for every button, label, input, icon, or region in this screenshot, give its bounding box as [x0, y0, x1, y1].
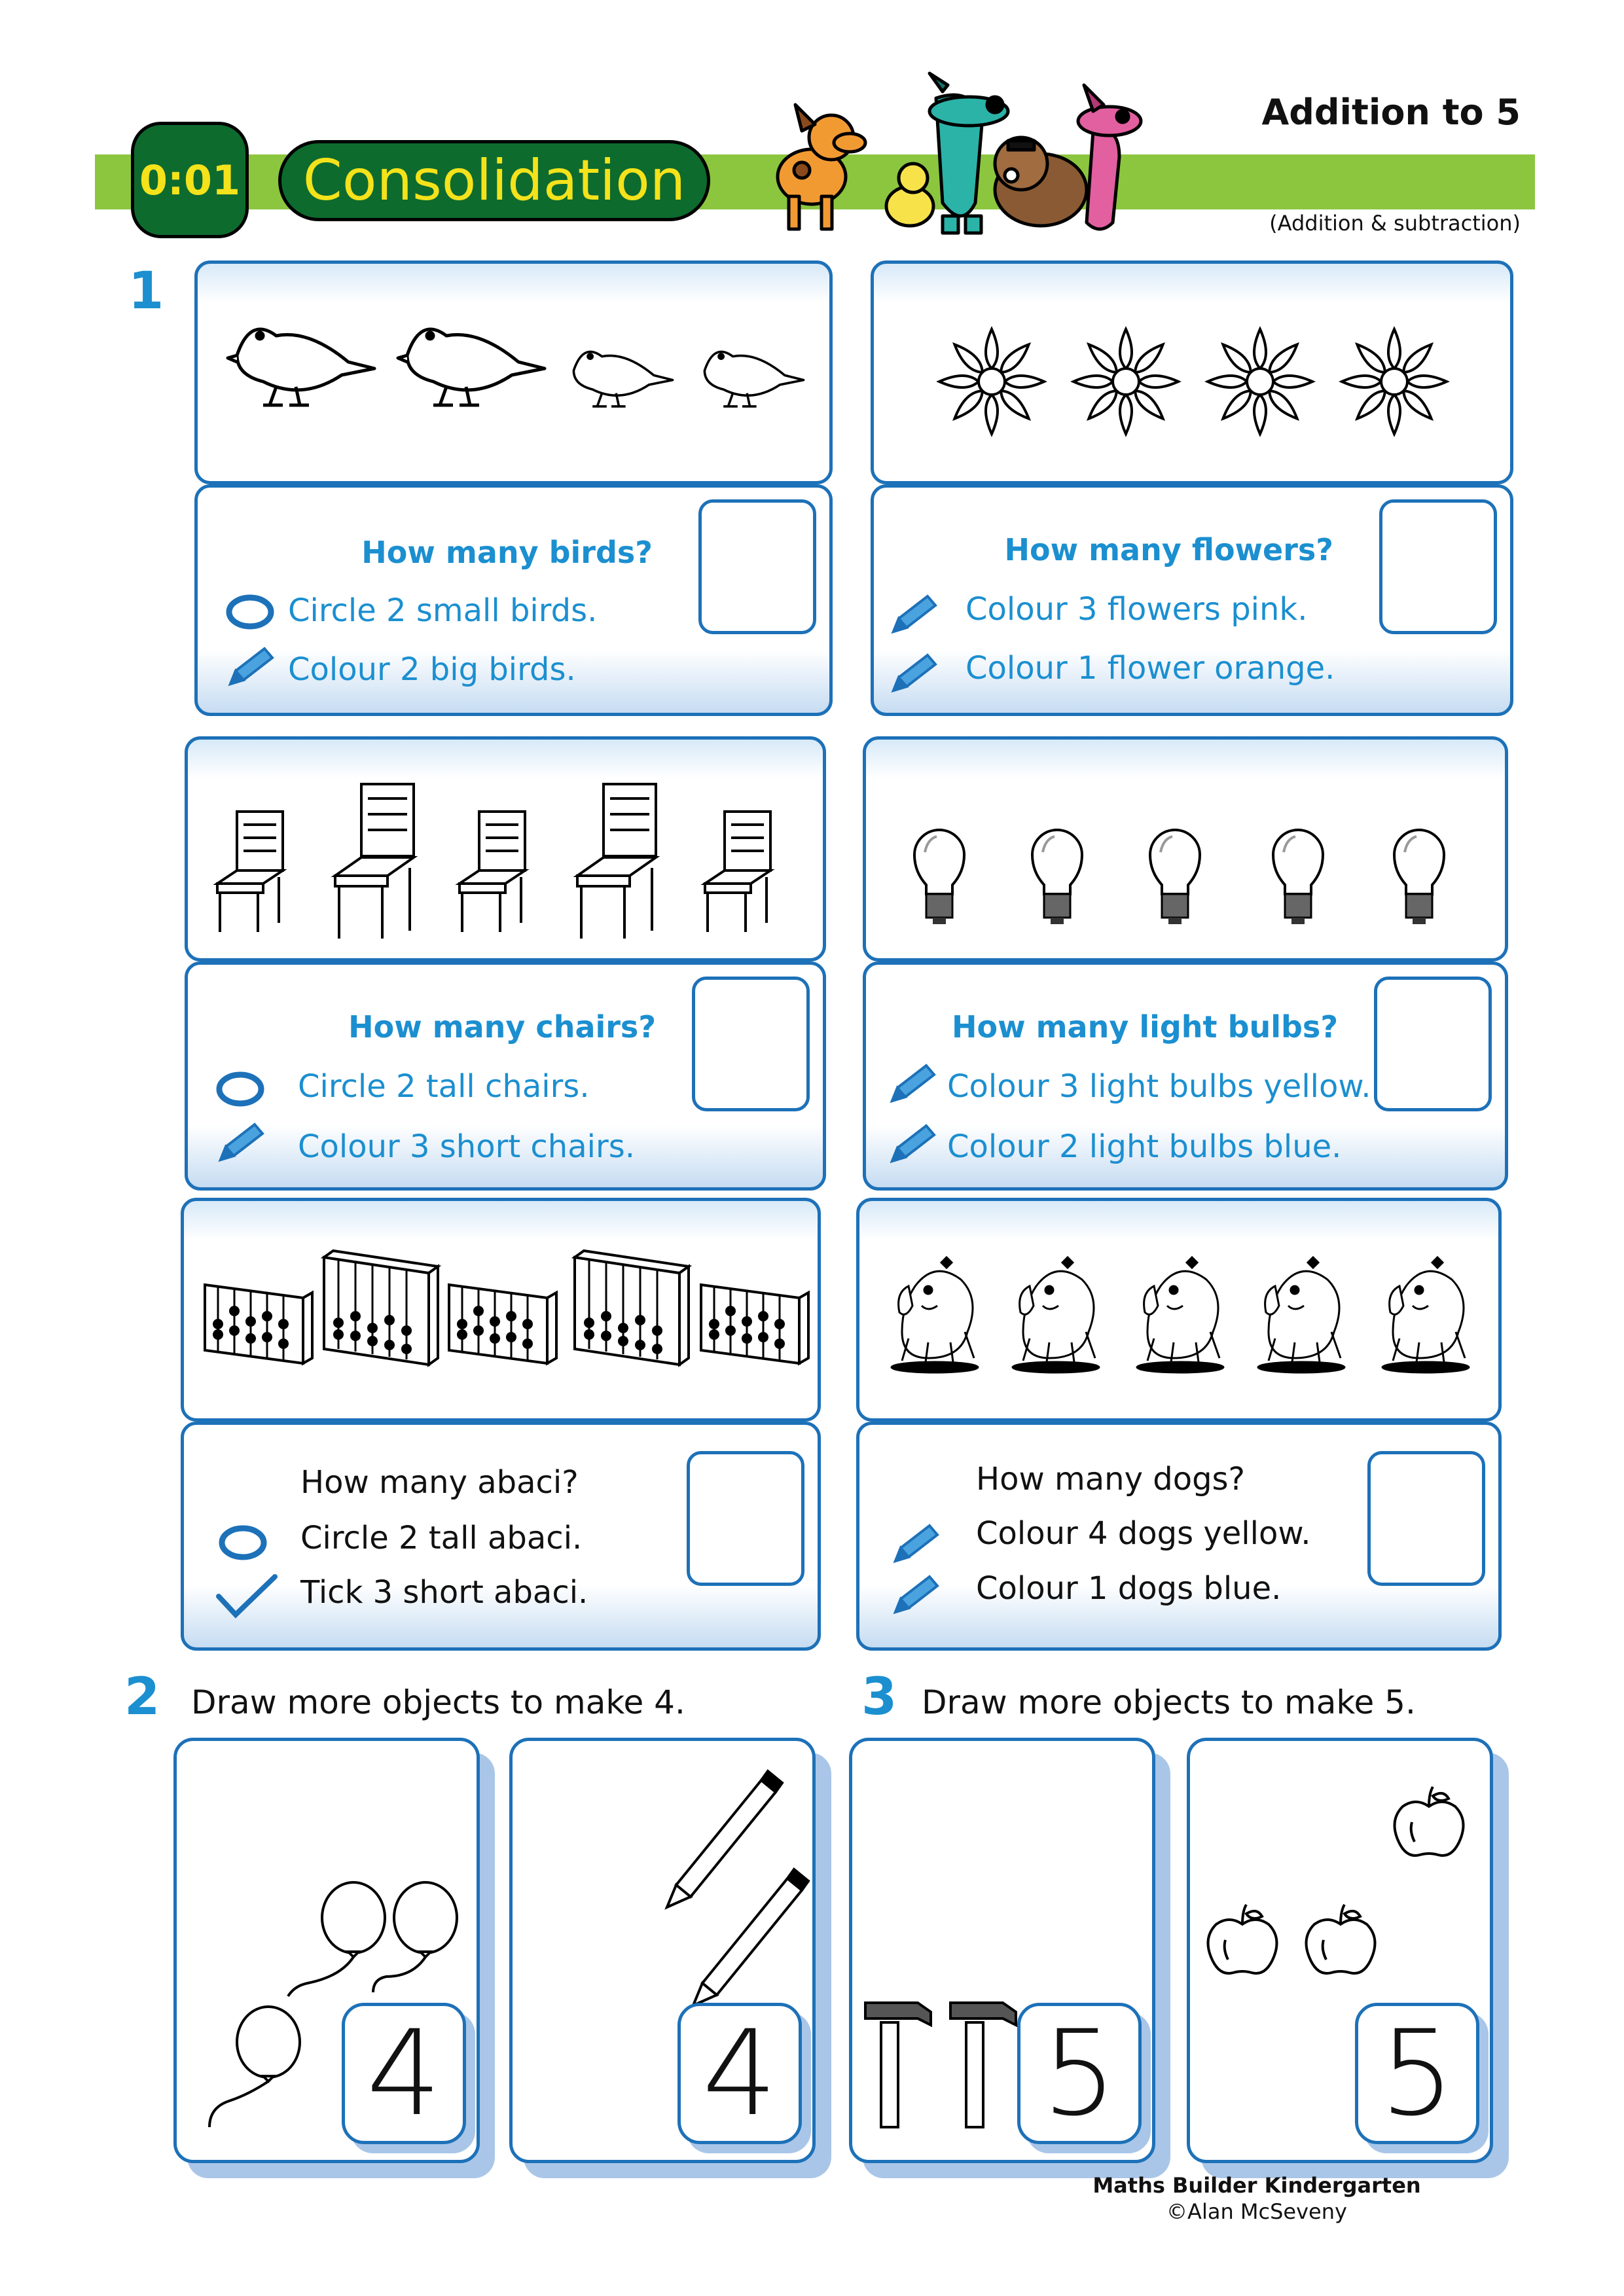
dogs-illustration [859, 1201, 1502, 1422]
pencil-icon [889, 1574, 941, 1620]
task-question: How many abaci? [300, 1464, 579, 1501]
pencil-icon [214, 1122, 266, 1168]
cartoon-dogs-illustration [753, 65, 1159, 249]
bulbs-image-panel [863, 736, 1508, 961]
task-line: Colour 3 short chairs. [298, 1128, 635, 1165]
task-line: Colour 2 light bulbs blue. [947, 1128, 1342, 1165]
question-number-3: 3 [861, 1668, 897, 1727]
task-question: How many dogs? [976, 1461, 1246, 1498]
flowers-image-panel [871, 260, 1513, 484]
pencil-icon [889, 1523, 941, 1569]
task-line: Tick 3 short abaci. [300, 1574, 588, 1611]
activity-badge: 0:01 [131, 122, 249, 238]
draw-card-apples[interactable] [1187, 1738, 1493, 2163]
task-line: Circle 2 tall chairs. [298, 1068, 590, 1105]
pencil-icon [886, 1063, 938, 1109]
bulbs-illustration [866, 740, 1508, 961]
task-line: Colour 1 flower orange. [965, 650, 1335, 687]
abaci-image-panel [181, 1198, 821, 1422]
draw-card-hammers[interactable] [849, 1738, 1155, 2163]
tick-icon [213, 1569, 279, 1621]
chairs-illustration [188, 740, 826, 961]
bulbs-task-panel [863, 961, 1508, 1191]
chairs-task-panel [185, 961, 826, 1191]
task-line: Circle 2 small birds. [288, 592, 598, 629]
circle-icon [224, 592, 276, 632]
task-line: Colour 1 dogs blue. [976, 1570, 1282, 1607]
question-number-2: 2 [124, 1668, 160, 1727]
answer-box[interactable] [1367, 1451, 1485, 1586]
task-question: How many birds? [361, 535, 653, 570]
answer-box[interactable] [687, 1451, 804, 1586]
draw-card-balloons[interactable] [173, 1738, 480, 2163]
question-number-1: 1 [128, 262, 164, 321]
topic-subtitle: (Addition & subtraction) [1269, 211, 1521, 236]
pencil-icon [887, 653, 939, 698]
answer-box[interactable] [692, 977, 810, 1111]
target-number-box: 4 [342, 2003, 466, 2144]
chairs-image-panel [185, 736, 826, 961]
dogs-image-panel [856, 1198, 1502, 1422]
dogs-task-panel [856, 1422, 1502, 1651]
circle-icon [214, 1069, 266, 1109]
pencil-icon [887, 594, 939, 639]
task-question: How many flowers? [1004, 532, 1333, 567]
task-line: Colour 3 light bulbs yellow. [947, 1068, 1371, 1105]
answer-box[interactable] [1374, 977, 1492, 1111]
target-number-box: 4 [677, 2003, 802, 2144]
abaci-illustration [184, 1201, 821, 1422]
footer-copyright: ©Alan McSeveny [1166, 2199, 1347, 2224]
answer-box[interactable] [698, 499, 816, 634]
pencil-icon [224, 646, 276, 692]
circle-icon [217, 1523, 269, 1562]
section2-instruction: Draw more objects to make 4. [191, 1683, 685, 1721]
task-line: Colour 2 big birds. [288, 651, 576, 688]
answer-box[interactable] [1379, 499, 1497, 634]
task-line: Circle 2 tall abaci. [300, 1520, 583, 1556]
birds-illustration [198, 264, 833, 484]
birds-image-panel [194, 260, 833, 484]
target-number-box: 5 [1017, 2003, 1142, 2144]
task-question: How many light bulbs? [952, 1009, 1338, 1045]
task-question: How many chairs? [348, 1009, 656, 1045]
page-title: Consolidation [278, 140, 710, 221]
footer-book-title: Maths Builder Kindergarten [1092, 2173, 1421, 2198]
section3-instruction: Draw more objects to make 5. [922, 1683, 1416, 1721]
task-line: Colour 3 flowers pink. [965, 591, 1308, 628]
task-line: Colour 4 dogs yellow. [976, 1515, 1311, 1552]
birds-task-panel [194, 484, 833, 716]
flowers-illustration [874, 264, 1513, 484]
flowers-task-panel [871, 484, 1513, 716]
pencil-icon [886, 1123, 938, 1169]
draw-card-pencils[interactable] [509, 1738, 816, 2163]
target-number-box: 5 [1355, 2003, 1479, 2144]
abaci-task-panel [181, 1422, 821, 1651]
topic-title: Addition to 5 [1261, 92, 1521, 133]
